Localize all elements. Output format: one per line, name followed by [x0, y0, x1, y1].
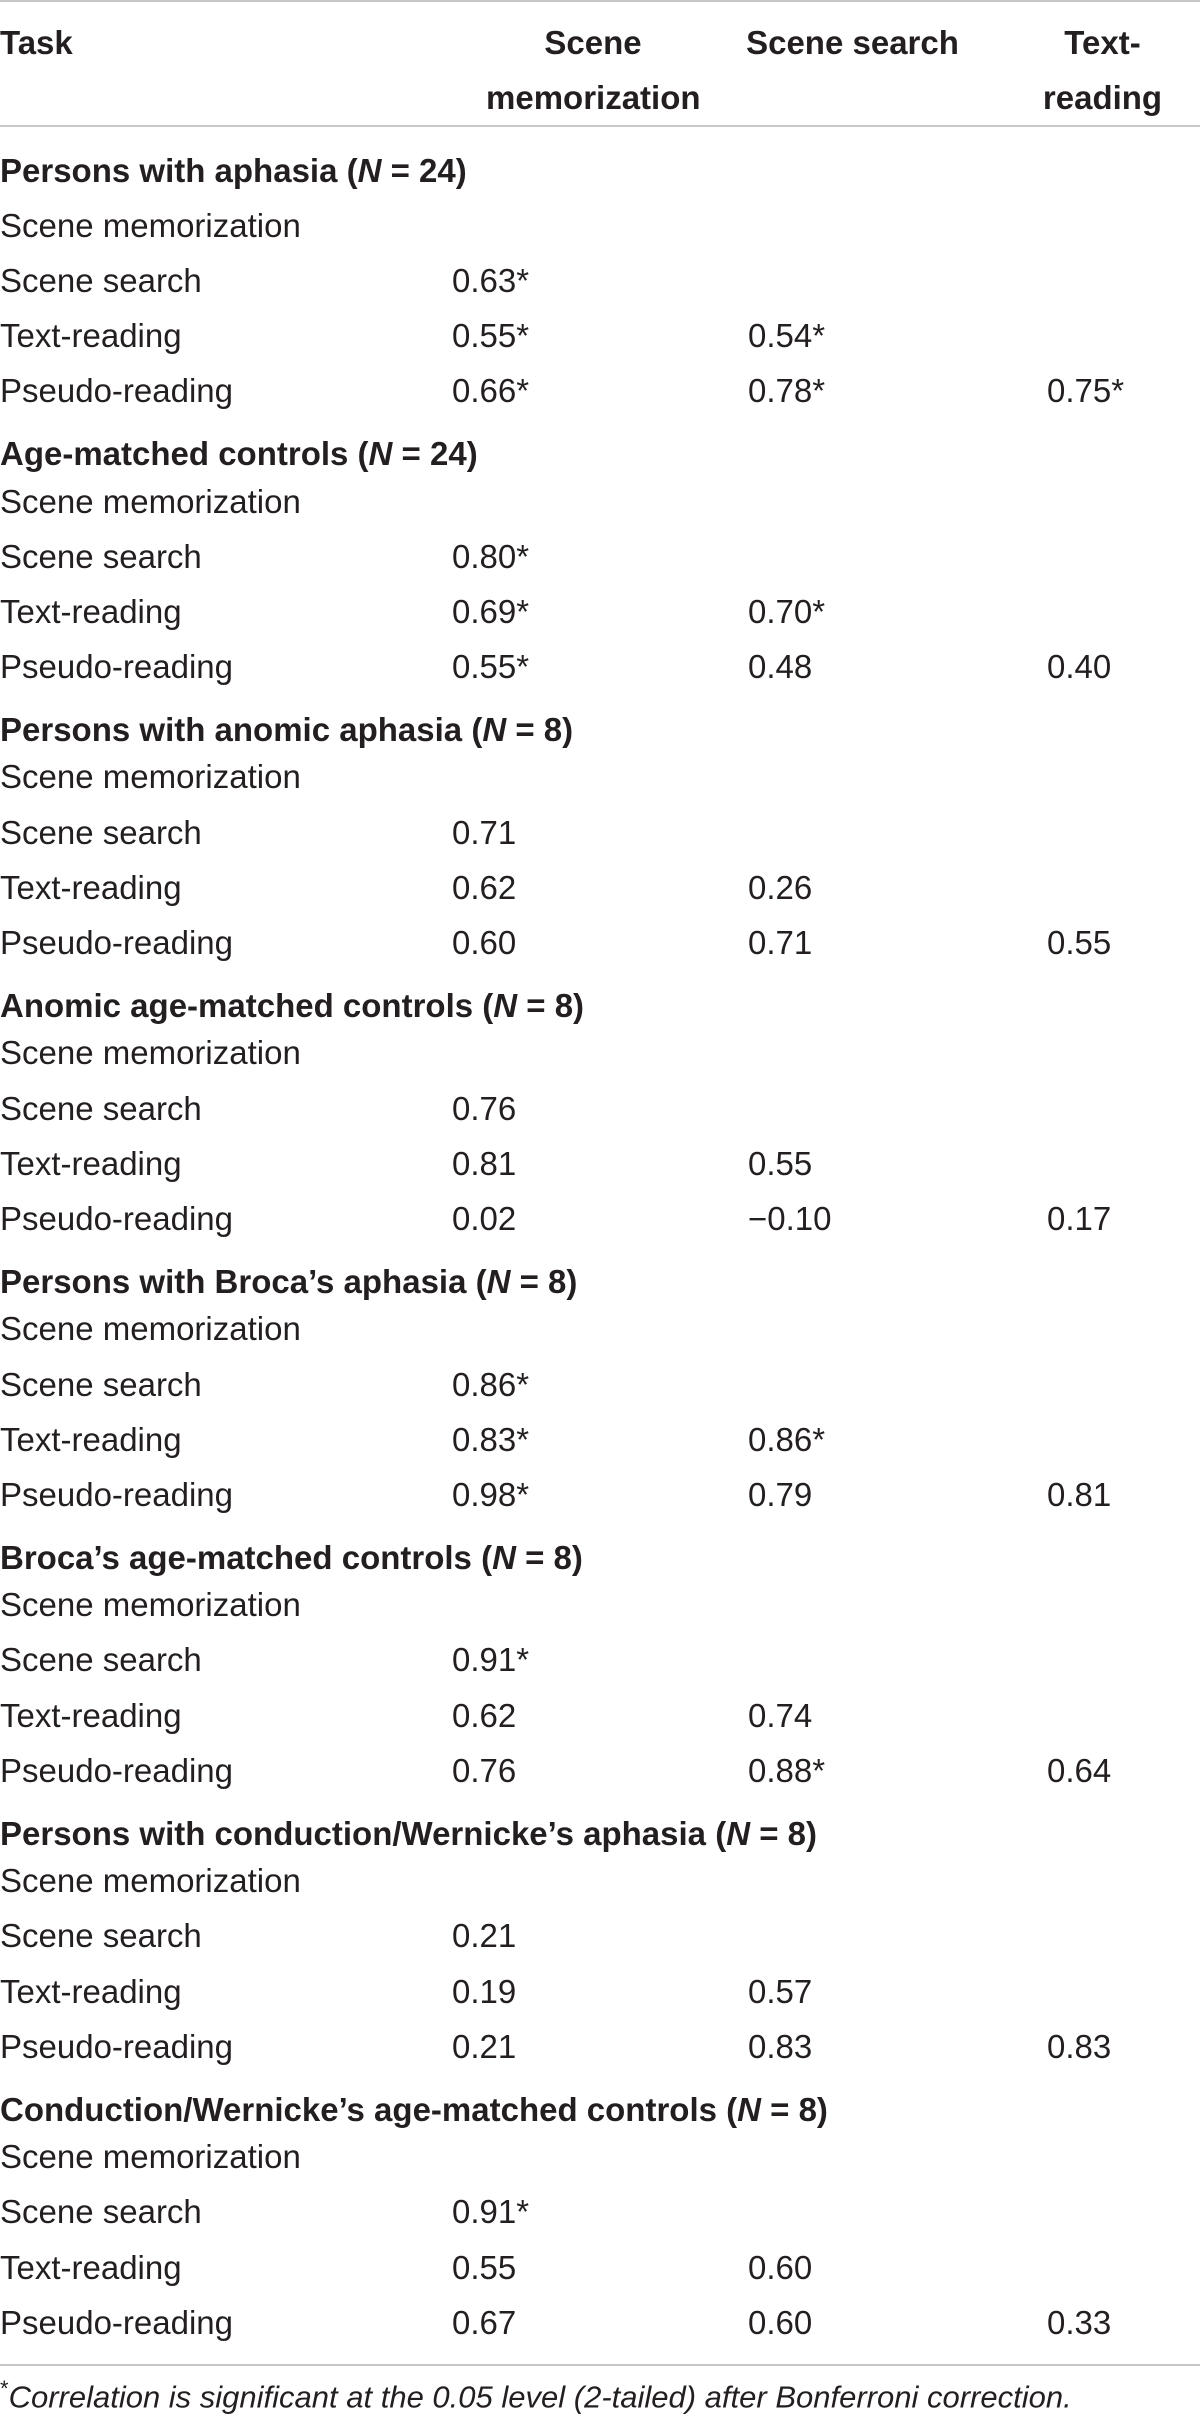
- table-row: [0, 2240, 1200, 2295]
- table-row: [0, 1136, 1200, 1191]
- header-text-reading: Text-reading: [1042, 24, 1163, 116]
- row-task-label: Pseudo-reading: [0, 2303, 233, 2341]
- row-task-label: Text-reading: [0, 1972, 182, 2010]
- row-task-label: Scene search: [0, 813, 202, 851]
- cell-scene-search: 0.71: [748, 924, 813, 962]
- cell-text-reading: [965, 1081, 1200, 1136]
- table-row: [0, 2185, 1200, 2240]
- row-task-label: Scene memorization: [0, 1586, 301, 1624]
- group-header-row: [0, 126, 1200, 198]
- row-task-label: Text-reading: [0, 1696, 182, 1734]
- group-title: [0, 1523, 1200, 1578]
- table-row: [0, 805, 1200, 860]
- table-row: [0, 1191, 1200, 1246]
- cell-scene-memorization: [400, 198, 700, 253]
- cell-scene-search: [700, 1026, 965, 1081]
- row-task-label: Text-reading: [0, 1144, 182, 1182]
- cell-text-reading: 0.17: [1047, 1199, 1112, 1237]
- cell-text-reading: [965, 584, 1200, 639]
- row-task-label: Text-reading: [0, 2248, 182, 2286]
- cell-text-reading: [965, 1136, 1200, 1191]
- table-row: [0, 2019, 1200, 2074]
- cell-text-reading: 0.81: [1047, 1475, 1112, 1513]
- header-scene-search: Scene search: [746, 24, 959, 61]
- row-task-label: Scene search: [0, 2193, 202, 2231]
- group-n-label: N: [486, 1263, 511, 1301]
- table-row: [0, 364, 1200, 419]
- cell-scene-search: [700, 1302, 965, 1357]
- row-task-label: Pseudo-reading: [0, 1751, 233, 1789]
- cell-text-reading: 0.64: [1047, 1751, 1112, 1789]
- table-row: [0, 253, 1200, 308]
- table-row: [0, 1633, 1200, 1688]
- table-body: [0, 126, 1200, 2350]
- cell-scene-search: [700, 474, 965, 529]
- cell-scene-search: 0.83: [748, 2027, 813, 2065]
- cell-scene-memorization: 0.62: [452, 868, 517, 906]
- table-row: [0, 1467, 1200, 1522]
- cell-scene-memorization: 0.98*: [452, 1475, 530, 1513]
- group-n-label: N: [726, 1815, 751, 1853]
- table-row: [0, 860, 1200, 915]
- cell-text-reading: [965, 308, 1200, 363]
- footnote: [0, 2366, 1200, 2415]
- cell-scene-memorization: 0.80*: [452, 537, 530, 575]
- row-task-label: Scene search: [0, 1641, 202, 1679]
- cell-scene-memorization: 0.02: [452, 1199, 517, 1237]
- cell-scene-search: [700, 529, 965, 584]
- cell-text-reading: 0.33: [1047, 2303, 1112, 2341]
- table-row: [0, 474, 1200, 529]
- row-task-label: Scene memorization: [0, 758, 301, 796]
- cell-scene-search: 0.26: [748, 868, 813, 906]
- cell-text-reading: [965, 529, 1200, 584]
- table-row: [0, 640, 1200, 695]
- cell-scene-memorization: [400, 750, 700, 805]
- table-row: [0, 1688, 1200, 1743]
- group-title-suffix: = 8): [515, 1539, 583, 1577]
- group-header-row: [0, 419, 1200, 474]
- table-row: [0, 198, 1200, 253]
- table-row: [0, 529, 1200, 584]
- row-task-label: Scene search: [0, 1365, 202, 1403]
- row-task-label: Pseudo-reading: [0, 372, 233, 410]
- cell-scene-search: −0.10: [748, 1199, 832, 1237]
- header-col1-line1: Scene: [544, 24, 642, 61]
- cell-text-reading: [965, 750, 1200, 805]
- cell-scene-search: 0.74: [748, 1696, 813, 1734]
- cell-scene-memorization: 0.60: [452, 924, 517, 962]
- cell-scene-search: 0.54*: [748, 316, 826, 354]
- table-row: [0, 1412, 1200, 1467]
- group-title-prefix: Broca’s age-matched controls (: [0, 1539, 493, 1577]
- cell-text-reading: [965, 1854, 1200, 1909]
- cell-text-reading: 0.40: [1047, 648, 1112, 686]
- cell-text-reading: [965, 1909, 1200, 1964]
- cell-text-reading: 0.75*: [1047, 372, 1125, 410]
- cell-scene-memorization: [400, 1026, 700, 1081]
- cell-scene-memorization: 0.21: [452, 2027, 517, 2065]
- cell-scene-search: 0.60: [748, 2248, 813, 2286]
- cell-scene-search: [700, 750, 965, 805]
- row-task-label: Scene memorization: [0, 482, 301, 520]
- group-n-label: N: [357, 151, 382, 189]
- cell-scene-search: [700, 1854, 965, 1909]
- row-task-label: Scene search: [0, 261, 202, 299]
- cell-text-reading: [965, 805, 1200, 860]
- table-row: [0, 1578, 1200, 1633]
- group-header-row: [0, 2074, 1200, 2129]
- cell-scene-memorization: 0.76: [452, 1751, 517, 1789]
- cell-scene-search: 0.70*: [748, 592, 826, 630]
- footnote-text: Correlation is significant at the 0.05 level (2-tailed) after Bonferroni correction.: [8, 2379, 1072, 2415]
- cell-scene-memorization: [400, 2130, 700, 2185]
- group-header-row: [0, 1247, 1200, 1302]
- group-header-row: [0, 695, 1200, 750]
- group-title-suffix: = 8): [517, 987, 585, 1025]
- cell-scene-memorization: [400, 1578, 700, 1633]
- cell-scene-memorization: 0.63*: [452, 261, 530, 299]
- cell-scene-memorization: 0.81: [452, 1144, 517, 1182]
- row-task-label: Scene search: [0, 1089, 202, 1127]
- row-task-label: Text-reading: [0, 1420, 182, 1458]
- cell-text-reading: [965, 2185, 1200, 2240]
- cell-scene-search: 0.48: [748, 648, 813, 686]
- group-title-prefix: Persons with conduction/Wernicke’s aphasia (: [0, 1815, 727, 1853]
- cell-scene-memorization: 0.19: [452, 1972, 517, 2010]
- table-row: [0, 1357, 1200, 1412]
- cell-scene-memorization: 0.55*: [452, 316, 530, 354]
- cell-text-reading: [965, 1578, 1200, 1633]
- header-task: Task: [0, 24, 73, 61]
- cell-scene-memorization: 0.76: [452, 1089, 517, 1127]
- row-task-label: Text-reading: [0, 316, 182, 354]
- row-task-label: Pseudo-reading: [0, 1199, 233, 1237]
- cell-scene-memorization: 0.55*: [452, 648, 530, 686]
- group-header-row: [0, 971, 1200, 1026]
- cell-scene-search: [700, 198, 965, 253]
- group-title: [0, 1247, 1200, 1302]
- cell-scene-search: 0.88*: [748, 1751, 826, 1789]
- row-task-label: Pseudo-reading: [0, 1475, 233, 1513]
- group-n-label: N: [482, 711, 507, 749]
- cell-text-reading: 0.83: [1047, 2027, 1112, 2065]
- row-task-label: Scene memorization: [0, 1034, 301, 1072]
- row-task-label: Scene search: [0, 537, 202, 575]
- cell-scene-memorization: [400, 1854, 700, 1909]
- cell-scene-memorization: [400, 1302, 700, 1357]
- group-n-label: N: [368, 435, 393, 473]
- cell-text-reading: [965, 1964, 1200, 2019]
- cell-scene-search: [700, 805, 965, 860]
- cell-scene-memorization: 0.69*: [452, 592, 530, 630]
- row-task-label: Scene search: [0, 1917, 202, 1955]
- cell-scene-search: [700, 1357, 965, 1412]
- group-title-suffix: = 8): [760, 2090, 828, 2128]
- table-row: [0, 750, 1200, 805]
- table-row: [0, 2130, 1200, 2185]
- cell-scene-search: [700, 2185, 965, 2240]
- group-title-prefix: Persons with Broca’s aphasia (: [0, 1263, 487, 1301]
- correlation-table: [0, 2, 1200, 2350]
- cell-scene-search: 0.57: [748, 1972, 813, 2010]
- cell-scene-search: 0.79: [748, 1475, 813, 1513]
- table-row: [0, 584, 1200, 639]
- group-title-suffix: = 8): [510, 1263, 578, 1301]
- cell-text-reading: [965, 1688, 1200, 1743]
- cell-text-reading: [965, 860, 1200, 915]
- cell-text-reading: [965, 2130, 1200, 2185]
- group-title-prefix: Age-matched controls (: [0, 435, 369, 473]
- group-title: [0, 2074, 1200, 2129]
- cell-scene-search: [700, 2130, 965, 2185]
- group-title: [0, 126, 1200, 198]
- cell-scene-search: [700, 1081, 965, 1136]
- footnote-mark: *: [0, 2376, 9, 2402]
- group-title: [0, 1798, 1200, 1853]
- table-row: [0, 915, 1200, 970]
- cell-scene-memorization: 0.91*: [452, 2193, 530, 2231]
- table-row: [0, 1743, 1200, 1798]
- cell-text-reading: [965, 2240, 1200, 2295]
- group-title-suffix: = 24): [381, 151, 467, 189]
- cell-scene-memorization: 0.71: [452, 813, 517, 851]
- row-task-label: Scene memorization: [0, 1310, 301, 1348]
- group-header-row: [0, 1523, 1200, 1578]
- cell-scene-memorization: 0.83*: [452, 1420, 530, 1458]
- cell-scene-memorization: 0.21: [452, 1917, 517, 1955]
- row-task-label: Scene memorization: [0, 1862, 301, 1900]
- row-task-label: Pseudo-reading: [0, 2027, 233, 2065]
- cell-scene-search: 0.86*: [748, 1420, 826, 1458]
- group-title-prefix: Persons with anomic aphasia (: [0, 711, 483, 749]
- table-row: [0, 1081, 1200, 1136]
- row-task-label: Pseudo-reading: [0, 924, 233, 962]
- cell-text-reading: [965, 1412, 1200, 1467]
- row-task-label: Scene memorization: [0, 2138, 301, 2176]
- group-title: [0, 419, 1200, 474]
- cell-text-reading: [965, 253, 1200, 308]
- table-row: [0, 308, 1200, 363]
- group-n-label: N: [493, 987, 518, 1025]
- group-title-suffix: = 24): [392, 435, 478, 473]
- cell-text-reading: [965, 1026, 1200, 1081]
- table-row: [0, 1909, 1200, 1964]
- cell-scene-memorization: 0.91*: [452, 1641, 530, 1679]
- cell-scene-search: [700, 253, 965, 308]
- cell-scene-search: 0.60: [748, 2303, 813, 2341]
- cell-scene-search: 0.78*: [748, 372, 826, 410]
- row-task-label: Text-reading: [0, 592, 182, 630]
- table-row: [0, 1964, 1200, 2019]
- cell-scene-memorization: 0.66*: [452, 372, 530, 410]
- cell-text-reading: [965, 1633, 1200, 1688]
- group-title-prefix: Anomic age-matched controls (: [0, 987, 494, 1025]
- cell-scene-search: [700, 1633, 965, 1688]
- cell-scene-memorization: 0.62: [452, 1696, 517, 1734]
- row-task-label: Pseudo-reading: [0, 648, 233, 686]
- group-n-label: N: [737, 2090, 761, 2128]
- table-row: [0, 1854, 1200, 1909]
- group-title-prefix: Persons with aphasia (: [0, 151, 358, 189]
- cell-scene-search: [700, 1909, 965, 1964]
- cell-text-reading: [965, 474, 1200, 529]
- cell-scene-search: [700, 1578, 965, 1633]
- cell-scene-memorization: 0.86*: [452, 1365, 530, 1403]
- header-scene-memorization: [400, 2, 700, 126]
- cell-scene-search: 0.55: [748, 1144, 813, 1182]
- header-col1-line2: memorization: [486, 79, 701, 116]
- group-title: [0, 695, 1200, 750]
- group-title-suffix: = 8): [750, 1815, 817, 1853]
- group-n-label: N: [492, 1539, 516, 1577]
- cell-text-reading: [965, 198, 1200, 253]
- group-header-row: [0, 1798, 1200, 1853]
- cell-text-reading: [965, 1302, 1200, 1357]
- cell-scene-memorization: [400, 474, 700, 529]
- table-row: [0, 1302, 1200, 1357]
- group-title: [0, 971, 1200, 1026]
- table-row: [0, 2295, 1200, 2350]
- cell-scene-memorization: 0.67: [452, 2303, 517, 2341]
- cell-text-reading: 0.55: [1047, 924, 1112, 962]
- row-task-label: Text-reading: [0, 868, 182, 906]
- row-task-label: Scene memorization: [0, 206, 301, 244]
- cell-text-reading: [965, 1357, 1200, 1412]
- table-row: [0, 1026, 1200, 1081]
- table-header: [0, 2, 1200, 126]
- group-title-suffix: = 8): [506, 711, 574, 749]
- cell-scene-memorization: 0.55: [452, 2248, 517, 2286]
- group-title-prefix: Conduction/Wernicke’s age-matched controls (: [0, 2090, 738, 2128]
